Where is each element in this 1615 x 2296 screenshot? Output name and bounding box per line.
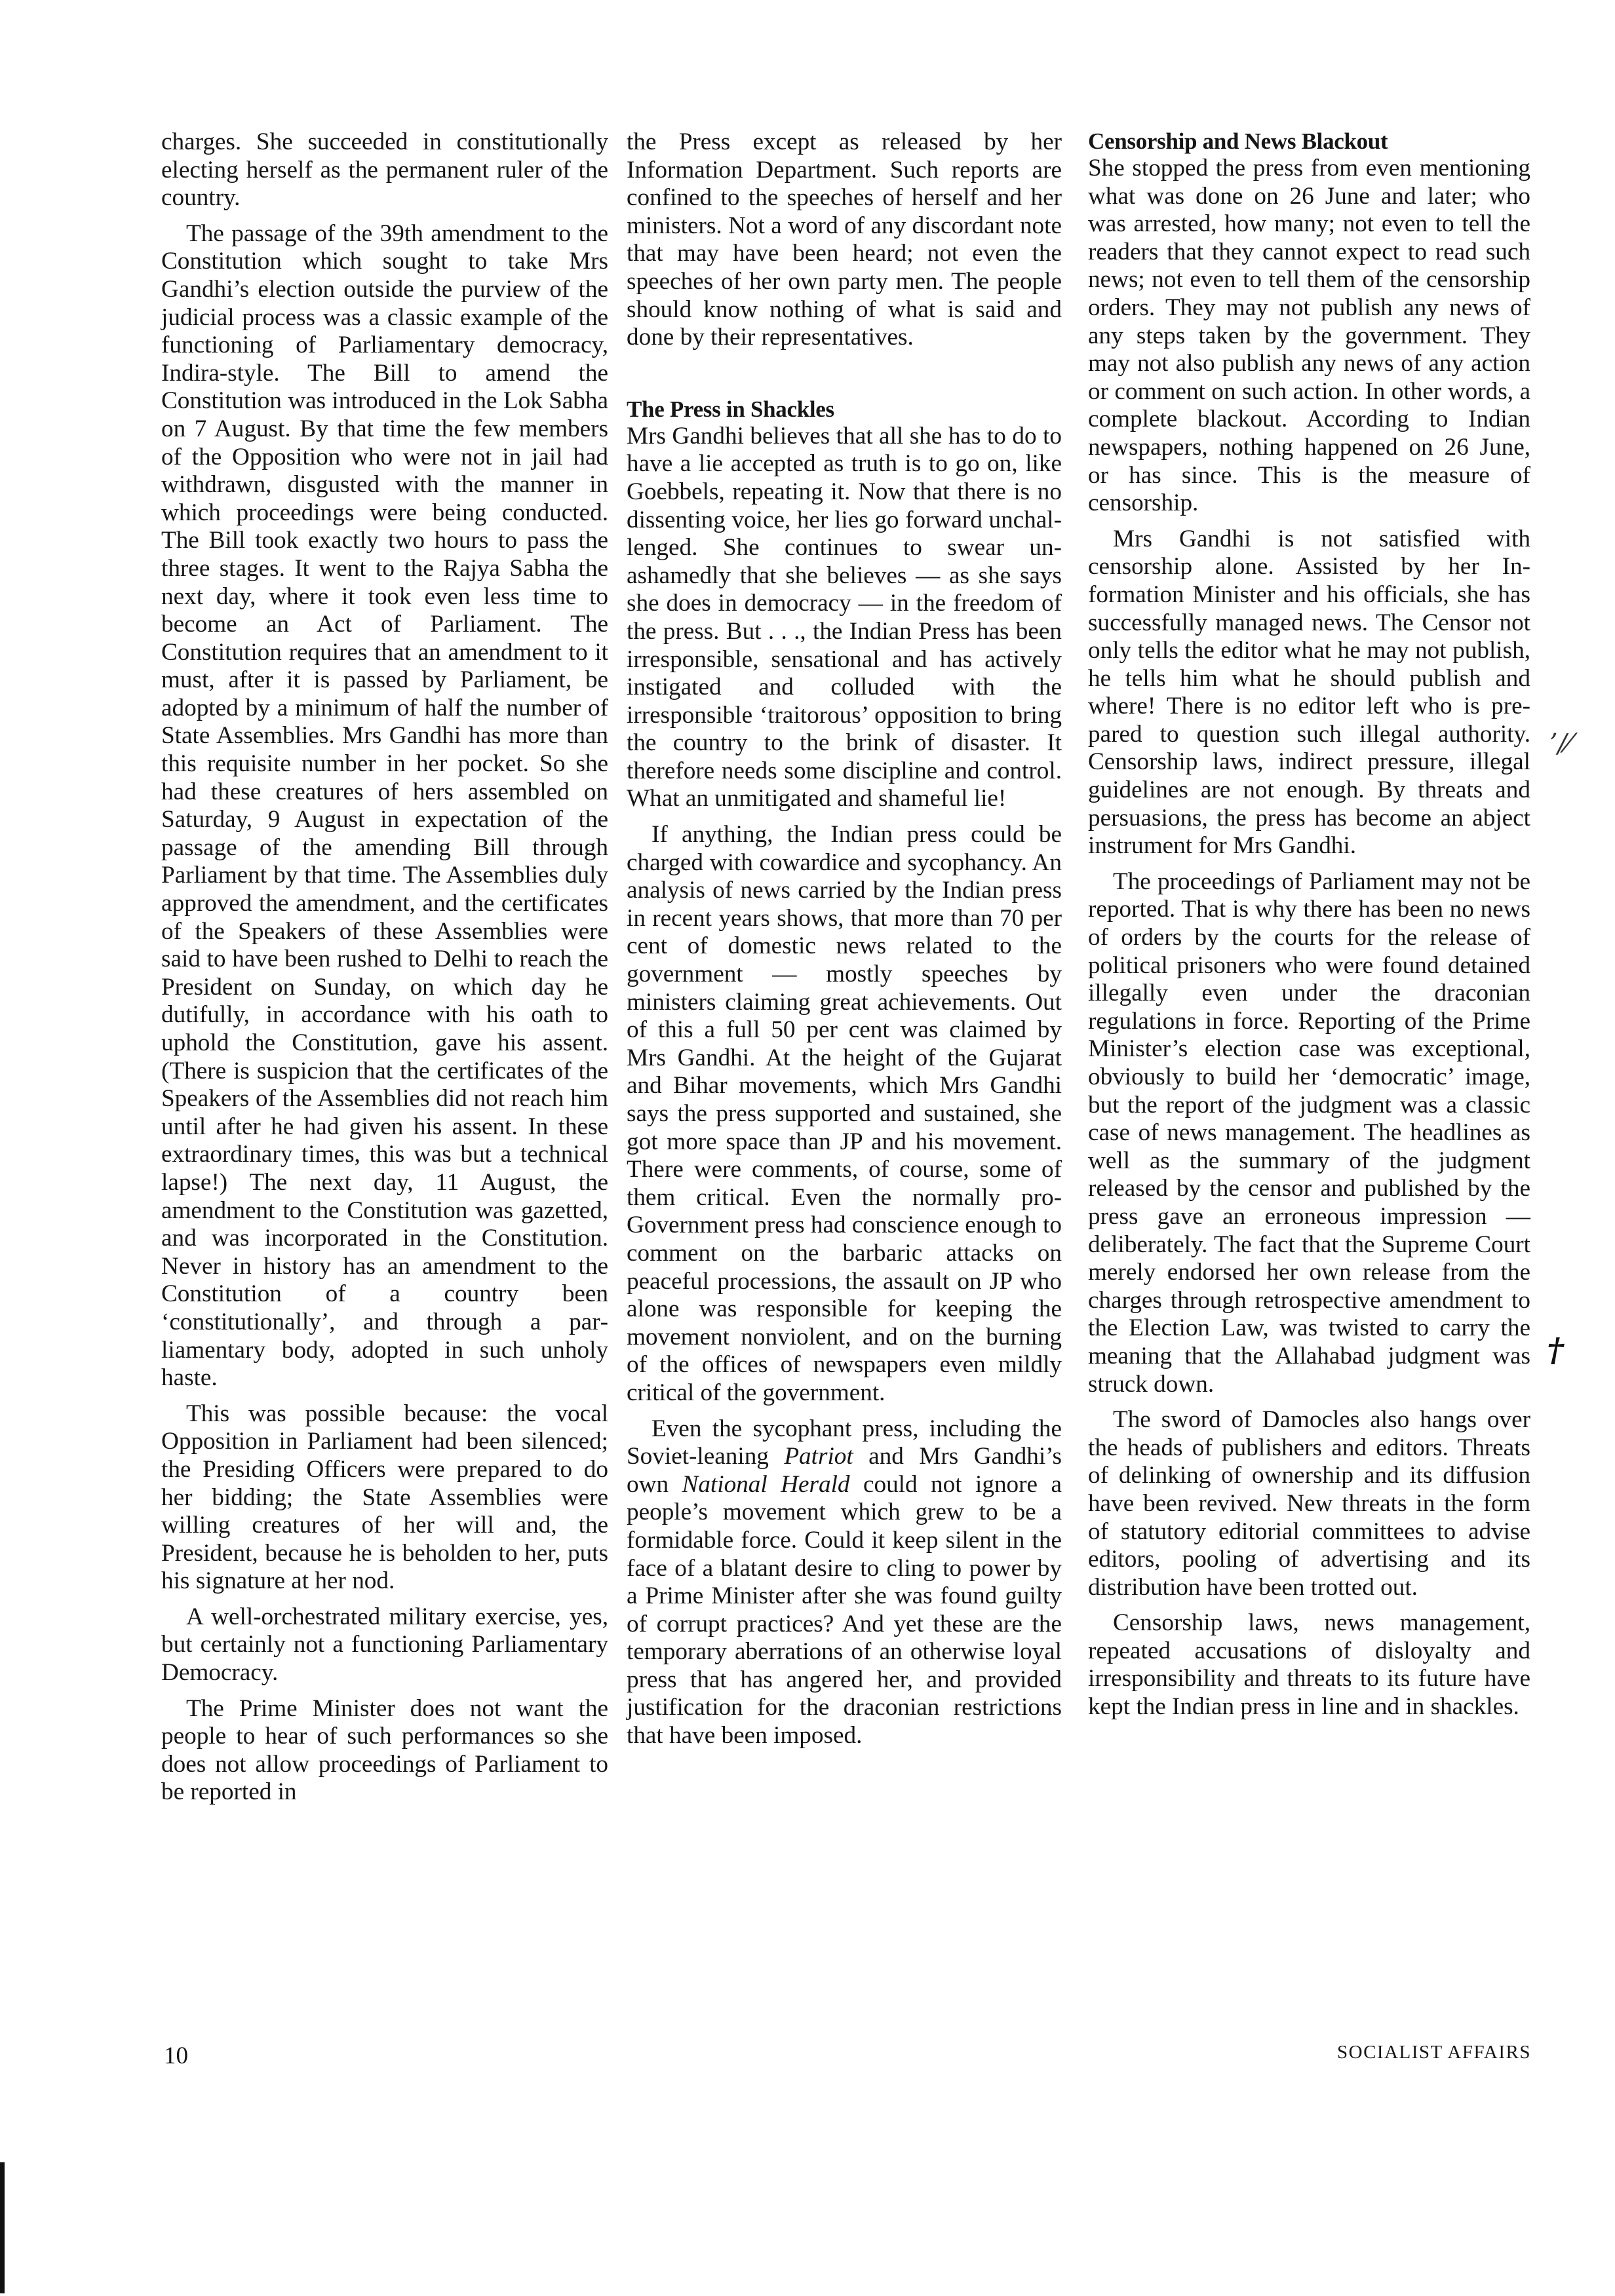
paragraph: If anything, the Indian press could be charged with cowardice and sycophancy. An analysis of news carried by the Indian press in recent years shows, that more than 70 per cent of domestic news related to the government — mostly speeches by ministers claiming great achievements. Out of this a full 50 per cent was claimed by Mrs Gandhi. At the height of the Gujarat and Bihar movements, which Mrs Gandhi says the press supported and sustained, she got more space than JP and his movement. There were comments, of course, some of them critical. Even the normally pro-Government press had conscience enough to comment on the barbaric attacks on peaceful processions, the assault on JP who alone was responsible for keeping the movement nonviolent, and on the burning of the offices of newspapers even mildly critical of the government. (627, 821, 1062, 1406)
column-2 (627, 128, 1062, 1758)
paragraph: Mrs Gandhi is not satisfied with censorship alone. Assisted by her Information Minister and his officials, she has successfully managed news. The Censor not only tells the editor what he may not publish, he tells him what he should publish and where! There is no editor left who is prepared to question such illegal authority. Censorship laws, indirect pressure, illegal guidelines are not enough. By threats and persuasions, the press has become an abject instrument for Mrs Gandhi. (1088, 525, 1530, 860)
paragraph: The sword of Damocles also hangs over the heads of publishers and editors. Threats of delinking of ownership and its diffusion have been revived. New threats in the form of statutory editorial committees to advise editors, pooling of advertising and its distribution have been trotted out. (1088, 1406, 1530, 1601)
journal-name: SOCIALIST AFFAIRS (1337, 2042, 1531, 2063)
text-run: could not ignore a people’s movement which grew to be a formidable force. Could it keep silent in the face of a blatant desire to cling to power by a Prime Minister after she was found guilty of corrupt practices? And yet these are the temporary aberrations of an otherwise loyal press that has angered her, and provided justification for the draconian restrictions that have been imposed. (627, 1470, 1062, 1750)
text-run: Even the sycophant press, including the Soviet-leaning (627, 1415, 1062, 1470)
paragraph: She stopped the press from even mentioning what was done on 26 June and later; who was arrested, how many; not even to tell the readers that they cannot expect to read such news; not even to tell them of the censorship orders. They may not publish any news of any steps taken by the government. They may not also publish any news of any action or comment on such action. In other words, a complete blackout. According to Indian newspapers, nothing happened on 26 June, or has since. This is the measure of censorship. (1088, 155, 1530, 517)
paragraph: The passage of the 39th amendment to the Constitution which sought to take Mrs Gandhi’s election outside the purview of the judicial process was a classic example of the functioning of Parliamentary democracy, Indira-style. The Bill to amend the Constitution was introduced in the Lok Sabha on 7 August. By that time the few members of the Opposition who were not in jail had withdrawn, disgusted with the manner in which proceedings were being conducted. The Bill took exactly two hours to pass the three stages. It went to the Rajya Sabha the next day, where it took even less time to become an Act of Parliament. The Constitution requires that an amendment to it must, after it is passed by Parliament, be adopted by a minimum of half the number of State Assemblies. Mrs Gandhi has more than this requisite number in her pocket. So she had these creatures of hers assembled on Saturday, 9 August in expectation of the passage of the amending Bill through Parliament by that time. The Assemblies duly approved the amendment, and the certificates of the Speakers of these Assemblies were said to have been rushed to Delhi to reach the President on Sunday, on which day he dutifully, in accordance with his oath to uphold the Constitution, gave his assent. (There is suspicion that the certificates of the Speakers of the Assemblies did not reach him until after he had given his assent. In these extraordinary times, this was but a technical lapse!) The next day, 11 August, the amendment to the Constitution was gazetted, and was incorporated in the Constitution. Never in history has an amendment to the Constitution of a country been ‘constitutionally’, and through a parliamentary body, adopted in such unholy haste. (161, 220, 608, 1392)
paragraph: Mrs Gandhi believes that all she has to do to have a lie accepted as truth is to go on, like Goebbels, repeating it. Now that there is no dissenting voice, her lies go forward unchallenged. She continues to swear unashamedly that she believes — as she says she does in democracy — in the freedom of the press. But . . ., the Indian Press has been irresponsible, sensational and has actively instigated and colluded with the irresponsible ‘traitorous’ opposition to bring the country to the brink of disaster. It therefore needs some discipline and control. What an unmitigated and shameful lie! (627, 422, 1062, 813)
scan-edge-bar (0, 2162, 5, 2293)
paragraph (627, 1415, 1062, 1750)
column-1 (161, 128, 608, 1814)
page-number: 10 (164, 2042, 188, 2069)
paragraph: Censorship laws, news management, repeated accusations of disloyalty and irresponsibility and threats to its future have kept the Indian press in line and in shackles. (1088, 1609, 1530, 1721)
text-run: and Mrs Gandhi’s own (627, 1443, 1062, 1498)
section-heading-censorship: Censorship and News Blackout (1088, 128, 1388, 154)
handwritten-margin-mark: † (1547, 1330, 1565, 1369)
paragraph: the Press except as released by her Information Department. Such reports are confined to the speeches of herself and her ministers. Not a word of any discordant note that may have been heard; not even the speeches of her own party men. The people should know nothing of what is said and done by their representatives. (627, 128, 1062, 351)
paragraph: This was possible because: the vocal Opposition in Parliament had been silenced; the Presiding Officers were prepared to do her bidding; the State Assemblies were willing creatures of her will and, the President, because he is beholden to her, puts his signature at her nod. (161, 1400, 608, 1595)
section-heading-press-in-shackles: The Press in Shackles (627, 396, 834, 422)
newspaper-name-patriot: Patriot (784, 1443, 853, 1470)
newspaper-name-national-herald: National Herald (682, 1470, 850, 1498)
paragraph: A well-orchestrated military exercise, yes, but certainly not a functioning Parliamentary Democracy. (161, 1603, 608, 1687)
paragraph: The Prime Minister does not want the people to hear of such performances so she does not allow proceedings of Parliament to be reported in (161, 1694, 608, 1806)
paragraph: charges. She succeeded in constitutionally electing herself as the permanent ruler of the country. (161, 128, 608, 212)
column-3 (1088, 128, 1530, 1729)
handwritten-margin-mark: ’∕⁄ (1549, 729, 1571, 759)
paragraph: The proceedings of Parliament may not be reported. That is why there has been no news of orders by the courts for the release of political prisoners who were found detained illegally even under the draconian regulations in force. Reporting of the Prime Minister’s election case was exceptional, obviously to build her ‘democratic’ image, but the report of the judgment was a classic case of news management. The headlines as well as the summary of the judgment released by the censor and published by the press gave an erroneous impression — deliberately. The fact that the Supreme Court merely endorsed her own release from the charges through retrospective amendment to the Election Law, was twisted to carry the meaning that the Allahabad judgment was struck down. (1088, 868, 1530, 1398)
